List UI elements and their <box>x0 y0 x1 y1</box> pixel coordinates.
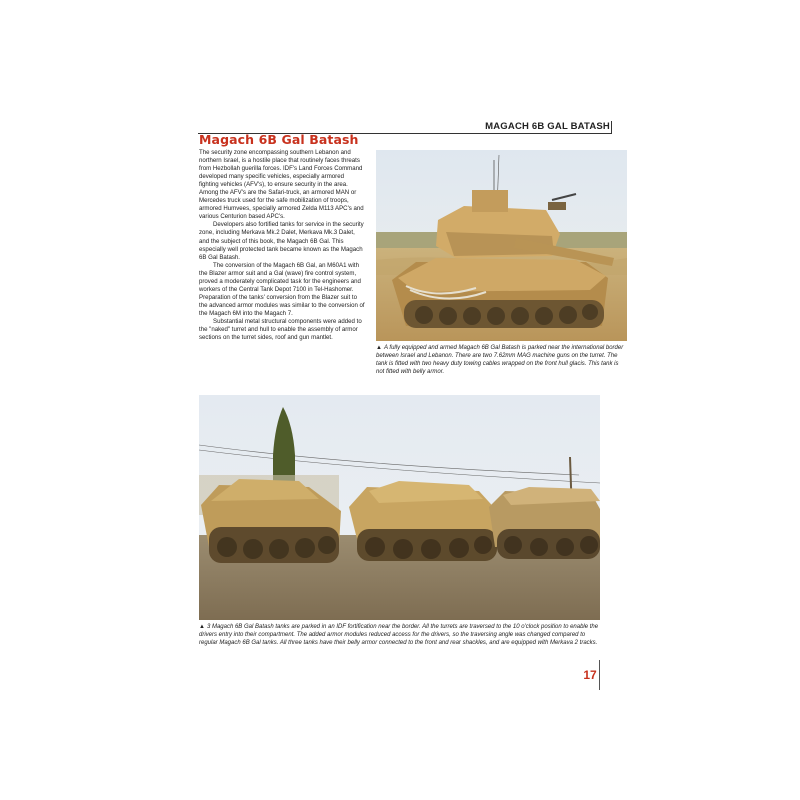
header-rule-vertical <box>611 121 612 134</box>
body-paragraph: The security zone encompassing southern Lebanon and northern Israel, is a hostile place that routinely faces threats from Hezbollah guerilla forces. IDF's Land Forces Command developed many specific vehicles, especially armored fighting vehicles (AFV's), to ensure security in the area. Among the AFV's are the Safari-truck, an armored MAN or Mercedes truck used for the safe mobilization of troops, armored Humvees, specially armored Zelda M113 APC's and various Centurion based APC's. <box>199 149 364 221</box>
bottom-photo-caption <box>199 623 601 647</box>
caption-marker-icon: ▲ <box>199 624 205 630</box>
top-photo-caption <box>376 344 628 376</box>
page-number-rule <box>599 660 600 690</box>
bottom-photo-caption-text: 3 Magach 6B Gal Batash tanks are parked in an IDF fortification near the border. All the turrets are traversed to the 10 o'clock position to enable the drivers entry into their compartment. The added armor modules reduced access for the drivers, so the traversing angle was changed compared to regular Magach 6B Gal tanks. All three tanks have their belly armor connected to the front and rear shackles, and are equipped with Merkava 2 tracks. <box>199 624 599 646</box>
three-tanks-photo <box>199 395 600 620</box>
body-paragraph: Substantial metal structural components were added to the "naked" turret and hull to enable the assembly of armor sections on the turret sides, roof and gun mantlet. <box>199 317 362 342</box>
section-title: Magach 6B Gal Batash <box>199 132 359 147</box>
body-paragraph: The conversion of the Magach 6B Gal, an M60A1 with the Blazer armor suit and a Gal (wave) fire control system, proved a moderately complicated task for the engineers and workers of the Central Tank Depot 7100 in Tel-Hashomer. Preparation of the tanks' conversion from the Blazer suit to the advanced armor modules was similar to the conversion of the Magach 6M into the Magach 7. <box>199 261 365 317</box>
page-number: 17 <box>583 668 597 682</box>
body-paragraph: Developers also fortified tanks for service in the security zone, including Merkava Mk.2 Dalet, Merkava Mk.3 Dalet, and the subject of this book, the Magach 6B Gal. This especially well protected tank became known as the Magach 6B Gal Batash. <box>199 221 364 261</box>
caption-marker-icon: ▲ <box>376 345 382 351</box>
single-tank-photo-graphic <box>376 150 627 341</box>
running-header: MAGACH 6B GAL BATASH <box>485 121 610 132</box>
three-tanks-photo-graphic <box>199 395 600 620</box>
single-tank-photo <box>376 150 627 341</box>
body-text <box>199 149 365 342</box>
top-photo-caption-text: A fully equipped and armed Magach 6B Gal Batash is parked near the international border between Israel and Lebanon. There are two 7.62mm MAG machine guns on the turret. The tank is fitted with two heavy duty towing cables wrapped on the front hull glacis. This tank is not fitted with belly armor. <box>376 345 624 375</box>
